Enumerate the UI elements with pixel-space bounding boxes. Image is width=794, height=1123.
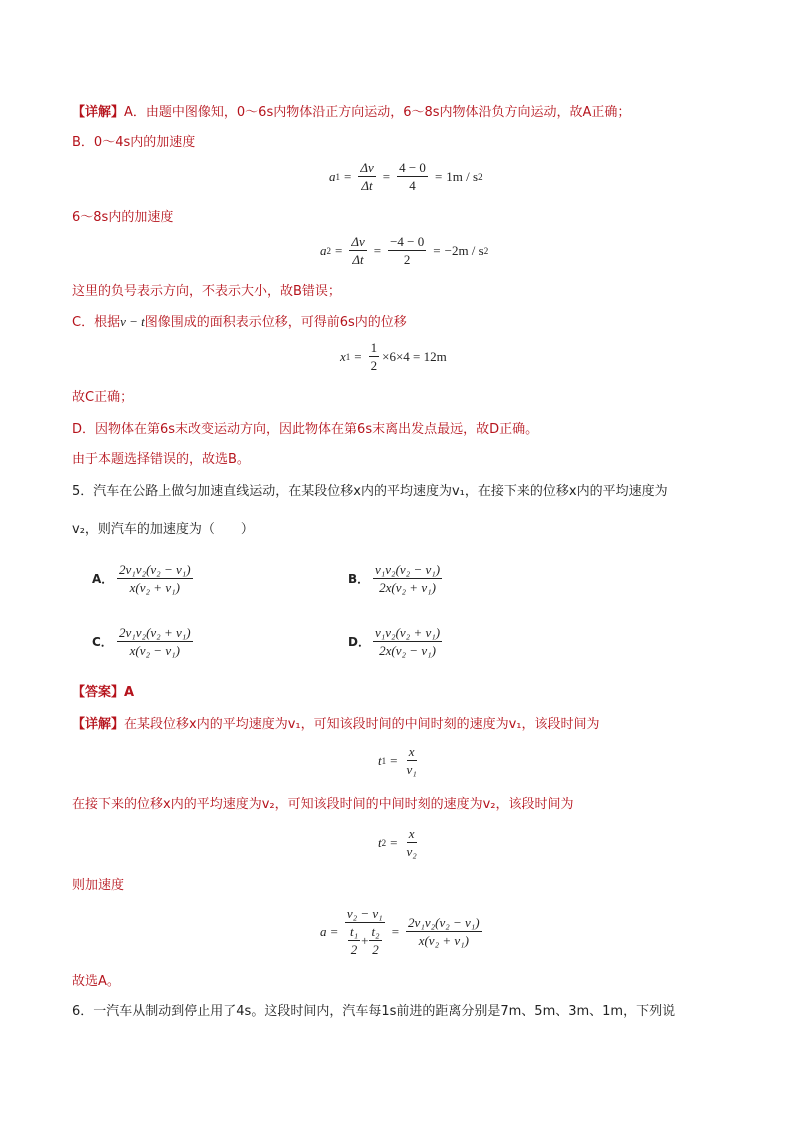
eq3-den: 2 — [370, 358, 378, 373]
eq1-den1: Δt — [361, 178, 373, 193]
eq2-result: −2m / s — [444, 242, 484, 258]
eq2-num1: Δv — [351, 234, 365, 249]
eq6-num1: v₂ − v₁ — [346, 906, 383, 921]
option-d-label: D． — [348, 635, 370, 649]
option-a-label: A． — [92, 572, 114, 586]
option-c-frac — [117, 625, 193, 658]
eq3-frac — [369, 340, 380, 373]
option-a-den: x(v₂ + v₁) — [129, 580, 180, 595]
explanation-negative-sign: 这里的负号表示方向，不表示大小，故B错误； — [72, 284, 341, 299]
eq1-den2: 4 — [409, 178, 416, 193]
detail-tag: 【详解】 — [72, 105, 125, 120]
option-a[interactable] — [92, 562, 196, 595]
eq5-frac — [404, 826, 418, 859]
option-d-den: 2x(v₂ − v₁) — [379, 643, 436, 658]
p5-b: 图像围成的面积表示位移，可得前6s内的位移 — [144, 315, 407, 330]
eq6-two-b: 2 — [372, 942, 379, 957]
option-b-label: B． — [348, 572, 370, 586]
eq1-sup: 2 — [478, 171, 483, 182]
p3-text: 6～8s内的加速度 — [72, 210, 174, 225]
eq4-den: v₁ — [406, 762, 417, 777]
question-5-line2: v₂，则汽车的加速度为（ ） — [72, 522, 254, 537]
answer-line: 【答案】A — [72, 685, 135, 700]
eq3-rest: ×6×4 = 12m — [382, 348, 447, 364]
eq6-two-a: 2 — [350, 942, 358, 957]
eq6-t2: t₂ — [371, 924, 380, 939]
explanation-line-c — [72, 312, 407, 333]
detail-q5-line3: 则加速度 — [72, 878, 125, 893]
equation-t1: t 1 = $\frac{x}{\text{v₁}}$ — [378, 744, 417, 777]
eq2-frac1 — [349, 234, 366, 267]
eq2-sup: 2 — [483, 245, 489, 256]
explanation-c-correct: 故C正确； — [72, 390, 134, 405]
explanation-line-d: D．因物体在第6s末改变运动方向，因此物体在第6s末离出发点最远，故D正确。 — [72, 422, 539, 437]
option-c[interactable] — [92, 625, 196, 658]
eq1-frac1 — [358, 160, 375, 193]
eq5-den: v₂ — [406, 844, 417, 859]
eq1-sub: 1 — [335, 171, 340, 182]
option-c-num: 2v₁v₂(v₂ + v₁) — [119, 625, 191, 640]
eq4-lhs: t — [378, 752, 382, 768]
eq6-den1: $\frac{\text{t₁}}{2}$ + $\frac{\text{t₂}}{2}$ — [349, 924, 380, 957]
eq4-frac — [404, 744, 418, 777]
eq1-num2: 4 − 0 — [399, 160, 426, 175]
eq3-sub: 1 — [345, 351, 351, 362]
eq1-result: 1m / s — [446, 168, 479, 184]
option-a-num: 2v₁v₂(v₂ − v₁) — [119, 562, 191, 577]
option-b-den: 2x(v₂ + v₁) — [379, 580, 436, 595]
eq6-frac1 — [345, 906, 385, 957]
eq2-num2: −4 − 0 — [390, 234, 425, 249]
eq4-sub: 1 — [381, 755, 387, 766]
option-d-num: v₁v₂(v₂ + v₁) — [375, 625, 441, 640]
equation-a2: a 2 = $\frac{\Delta v}{\Delta t}$ = $\frac{-4 - 0}{2}$ = −2m / s 2 — [320, 234, 489, 267]
detail-q5-line1 — [72, 715, 600, 735]
question-5-line1: 5．汽车在公路上做匀加速直线运动，在某段位移x内的平均速度为v₁，在接下来的位移x内的平均速度为 — [72, 484, 668, 499]
option-d[interactable] — [348, 625, 445, 658]
question-6-line1: 6．一汽车从制动到停止用了4s。这段时间内，汽车每1s前进的距离分别是7m、5m、3m、1m，下列说 — [72, 1004, 676, 1019]
equation-t2: t 2 = $\frac{x}{\text{v₂}}$ — [378, 826, 417, 859]
p5-math: v − t — [120, 314, 145, 329]
eq5-num: x — [408, 826, 415, 841]
explanation-a-text: A．由题中图像知，0～6s内物体沿正方向运动，6～8s内物体沿负方向运动，故A正确； — [124, 105, 631, 120]
explanation-conclusion: 由于本题选择错误的，故选B。 — [72, 452, 250, 467]
option-c-den: x(v₂ − v₁) — [129, 643, 180, 658]
detail-q5-text: 在某段位移x内的平均速度为v₁，可知该段时间的中间时刻的速度为v₁，该段时间为 — [124, 717, 600, 732]
eq2-den2: 2 — [403, 252, 411, 267]
option-b-num: v₁v₂(v₂ − v₁) — [375, 562, 441, 577]
eq2-den1: Δt — [352, 252, 364, 267]
eq5-sub: 2 — [381, 837, 387, 848]
eq1-num1: Δv — [360, 160, 374, 175]
detail-q5-tag: 【详解】 — [72, 717, 125, 732]
option-d-frac — [373, 625, 442, 658]
eq6-t2-frac — [369, 924, 381, 957]
eq6-t1-frac — [348, 924, 360, 957]
option-b-frac — [373, 562, 442, 595]
eq4-num: x — [408, 744, 415, 759]
detail-q5-line2: 在接下来的位移x内的平均速度为v₂，可知该段时间的中间时刻的速度为v₂，该段时间为 — [72, 797, 574, 812]
eq5-lhs: t — [378, 834, 382, 850]
eq6-t1: t₁ — [349, 924, 359, 939]
eq2-lhs: a — [320, 242, 327, 258]
eq6-lhs: a — [320, 923, 327, 939]
explanation-line-b: B．0～4s内的加速度 — [72, 135, 196, 150]
eq3-num: 1 — [370, 340, 378, 355]
explanation-line-6-8s — [72, 208, 173, 228]
eq6-frac2 — [406, 915, 482, 948]
eq6-den2: x(v₂ + v₁) — [418, 933, 469, 948]
eq2-sub: 2 — [326, 245, 331, 256]
option-c-label: C． — [92, 635, 113, 649]
eq2-frac2 — [388, 234, 426, 267]
detail-q5-conclusion: 故选A。 — [72, 974, 120, 989]
equation-x1: x 1 = $\frac{1}{2}$ ×6×4 = 12m — [340, 340, 447, 373]
equation-a1: a 1 = $\frac{\Delta v}{\Delta t}$ = $\frac{4 - 0}{4}$ = 1m / s 2 — [329, 160, 483, 193]
explanation-line-a — [72, 103, 630, 123]
option-b[interactable] — [348, 562, 445, 595]
eq1-frac2 — [397, 160, 428, 193]
option-a-frac — [117, 562, 193, 595]
eq1-lhs: a — [329, 168, 336, 184]
equation-acceleration: a = v₂ − v₁ $\frac{\text{t₁}}{2}$ + $\frac{\text{t₂}}{2}$ = $\frac{\text{2v₁v₂(v₂ − v₁)}}{\text{x(v₂ + v₁)}}$ — [320, 906, 480, 957]
eq6-num2: 2v₁v₂(v₂ − v₁) — [408, 915, 480, 930]
p5-a: C．根据 — [72, 315, 121, 330]
eq3-lhs: x — [340, 348, 346, 364]
